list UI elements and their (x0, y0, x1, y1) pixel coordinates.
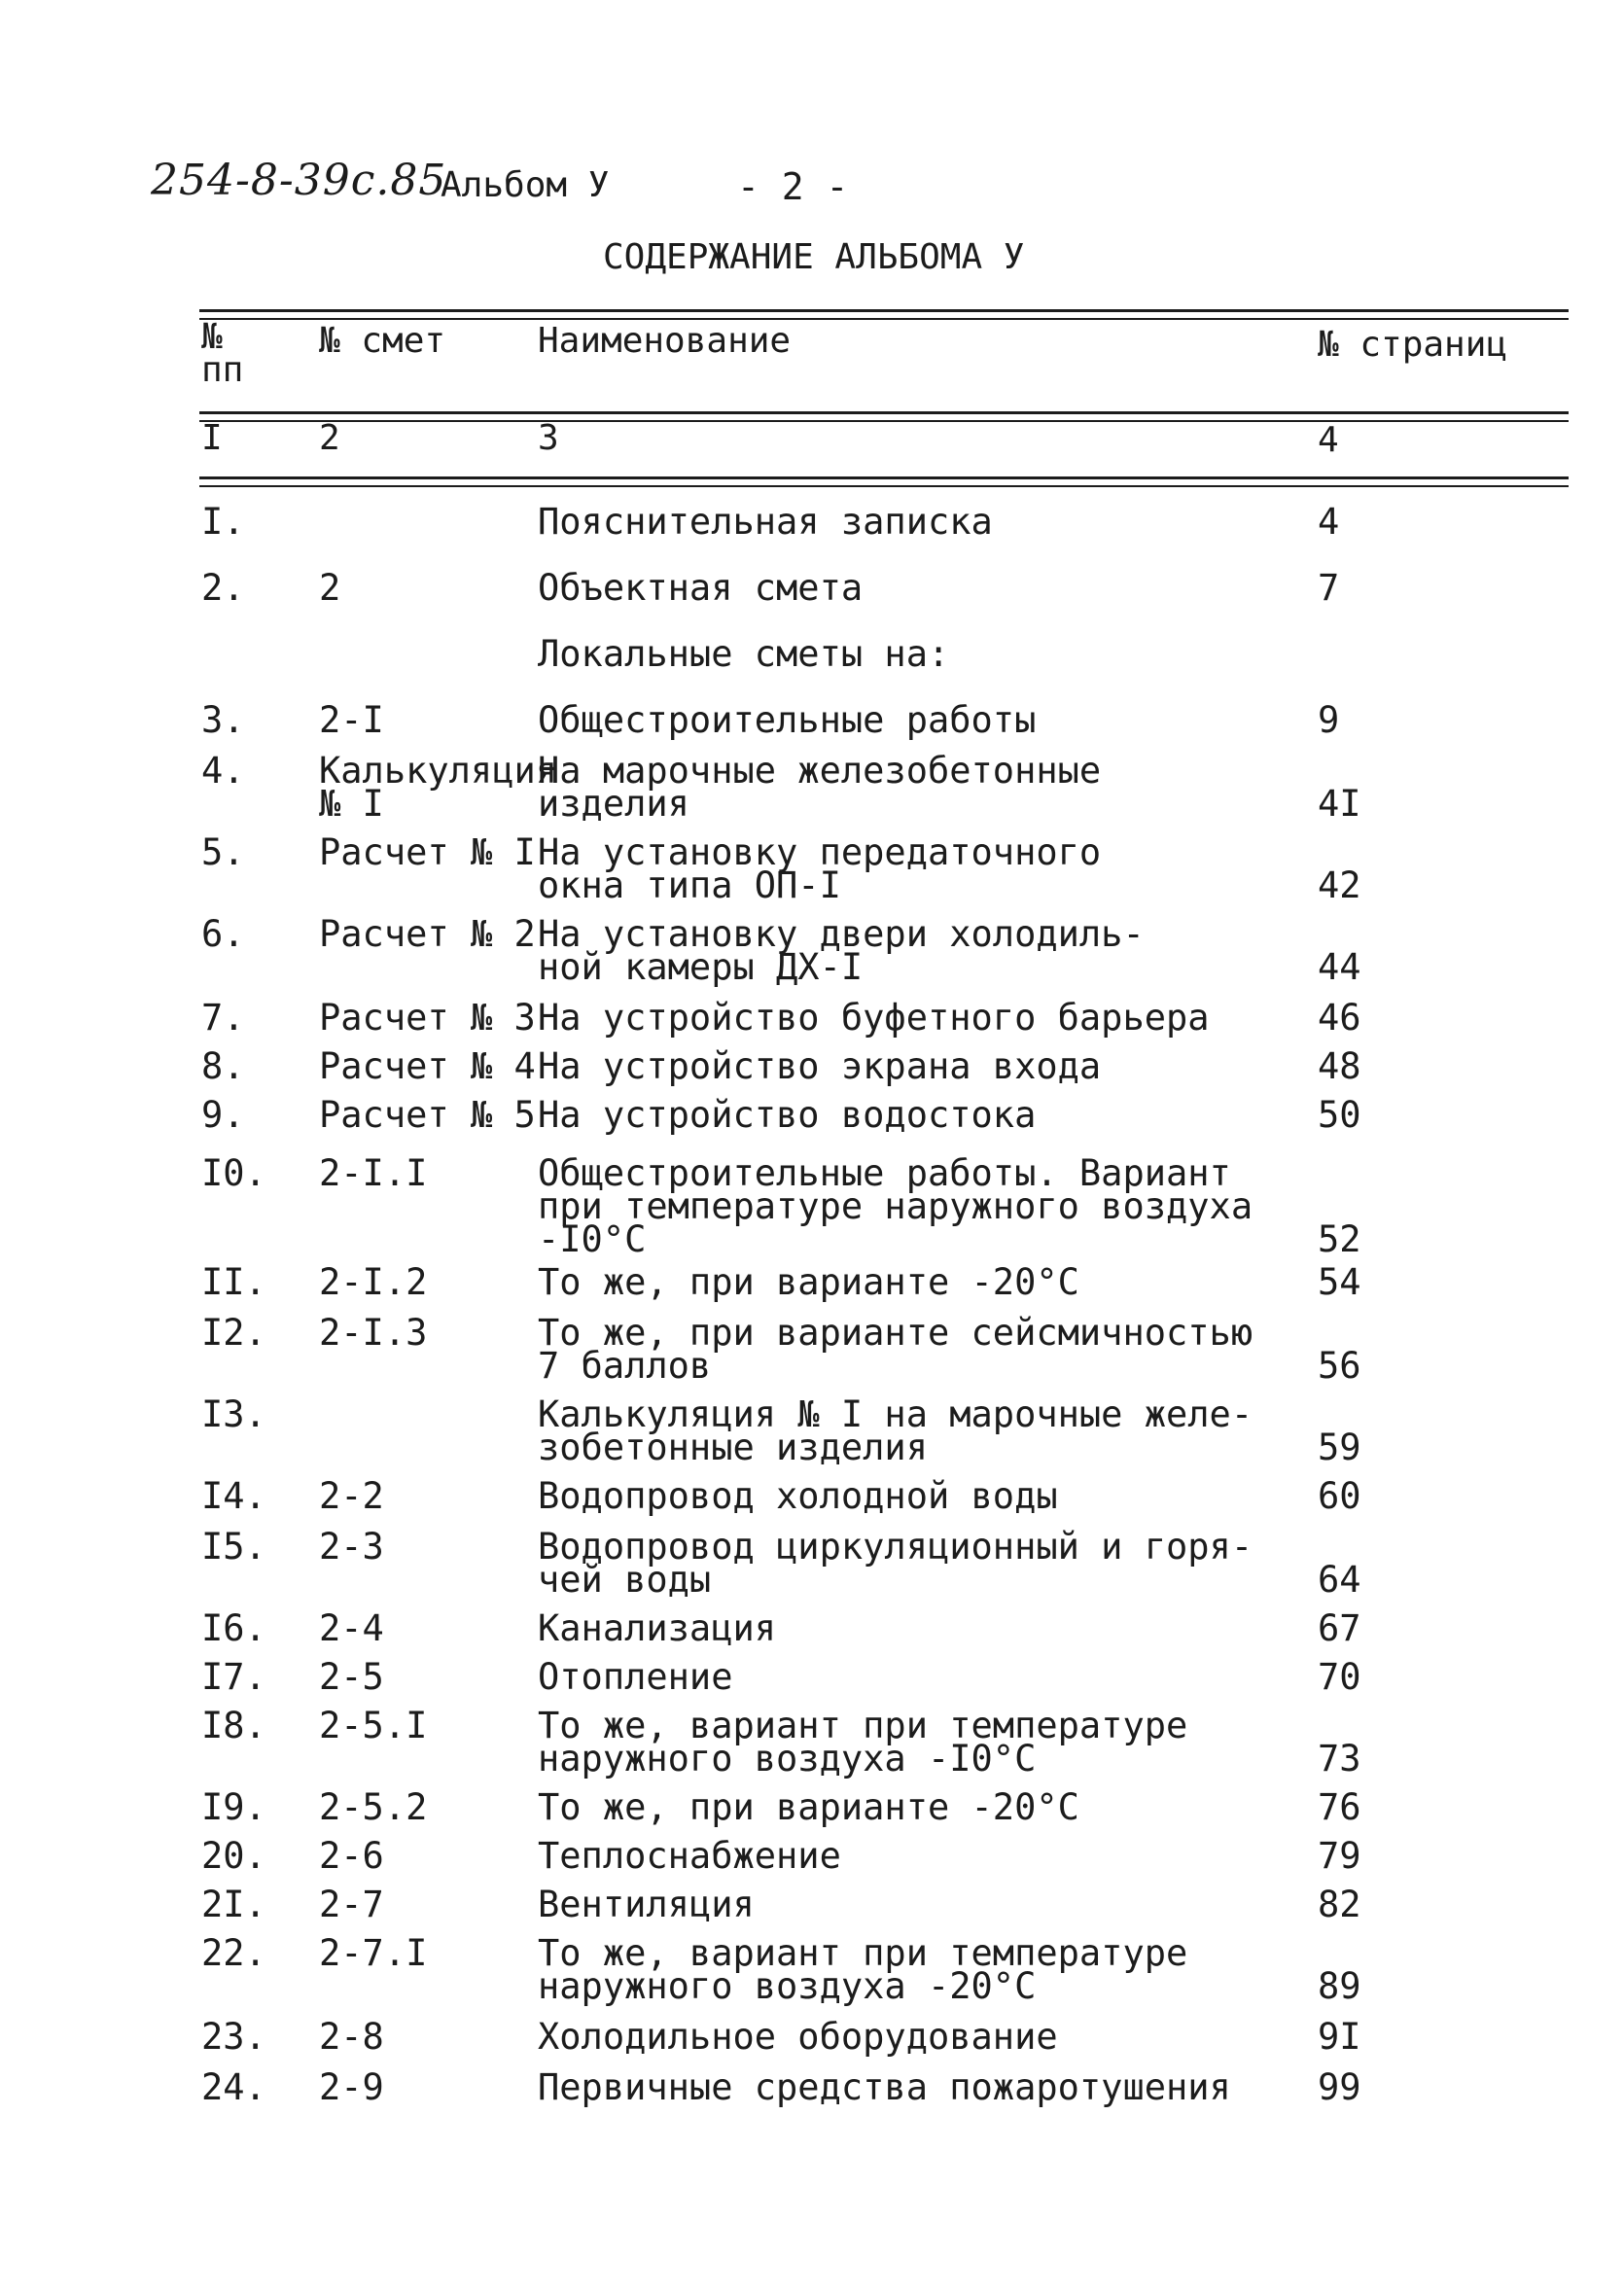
row-estimate: 2-I.3 (319, 1312, 428, 1354)
row-page: 70 (1318, 1656, 1361, 1698)
row-estimate: 2-2 (319, 1475, 384, 1517)
row-number: I9. (201, 1786, 266, 1828)
colnum-bottom-rule (199, 476, 1569, 487)
row-page: 44 (1318, 946, 1361, 988)
row-name: То же, при варианте -20°С (538, 1261, 1079, 1303)
row-page: 89 (1318, 1965, 1361, 2007)
row-name: Объектная смета (538, 567, 864, 609)
row-number: 8. (201, 1045, 245, 1087)
row-name: Водопровод циркуляционный и горя- чей воды (538, 1526, 1253, 1601)
row-page: 67 (1318, 1607, 1361, 1649)
row-number: 6. (201, 913, 245, 955)
album-label: Альбом У (441, 165, 610, 205)
row-page: 79 (1318, 1835, 1361, 1877)
row-estimate: Расчет № 2 (319, 913, 536, 955)
row-name: То же, вариант при температуре наружного воздуха -I0°С (538, 1705, 1188, 1780)
row-number: 4. (201, 750, 245, 792)
row-name: Калькуляция № I на марочные желе- зобетонные изделия (538, 1393, 1253, 1468)
row-number: I0. (201, 1152, 266, 1194)
row-number: 7. (201, 997, 245, 1039)
row-name: Пояснительная записка (538, 501, 993, 543)
row-page: 82 (1318, 1884, 1361, 1925)
row-name: Водопровод холодной воды (538, 1475, 1058, 1517)
row-estimate: 2-5 (319, 1656, 384, 1698)
row-name: То же, вариант при температуре наружного воздуха -20°С (538, 1932, 1188, 2007)
row-page: 64 (1318, 1559, 1361, 1601)
row-number: 22. (201, 1932, 266, 1974)
row-estimate: 2-I.2 (319, 1261, 428, 1303)
row-estimate: 2-5.2 (319, 1786, 428, 1828)
row-page: 76 (1318, 1786, 1361, 1828)
row-page: 59 (1318, 1427, 1361, 1468)
row-number: 9. (201, 1094, 245, 1136)
row-number: I7. (201, 1656, 266, 1698)
header-estimate: № смет (319, 321, 446, 361)
row-estimate: 2-I (319, 699, 384, 741)
row-name: Общестроительные работы (538, 699, 1037, 741)
colnum-4: 4 (1318, 420, 1339, 460)
row-estimate: 2-3 (319, 1526, 384, 1568)
row-estimate: 2-8 (319, 2016, 384, 2058)
row-page: 48 (1318, 1045, 1361, 1087)
row-number: 24. (201, 2066, 266, 2108)
row-estimate: 2-4 (319, 1607, 384, 1649)
header-bottom-rule (199, 411, 1569, 422)
row-page: 4 (1318, 501, 1340, 543)
row-page: 52 (1318, 1218, 1361, 1260)
row-page: 9 (1318, 699, 1340, 741)
row-name: На установку передаточного окна типа ОП-I (538, 831, 1102, 906)
row-estimate: 2-6 (319, 1835, 384, 1877)
row-page: 73 (1318, 1738, 1361, 1780)
row-estimate: 2-7 (319, 1884, 384, 1925)
row-page: 4I (1318, 783, 1361, 825)
row-page: 60 (1318, 1475, 1361, 1517)
row-number: 2I. (201, 1884, 266, 1925)
row-estimate: Расчет № 3 (319, 997, 536, 1039)
row-estimate: 2-9 (319, 2066, 384, 2108)
row-page: 99 (1318, 2066, 1361, 2108)
document-code: 254-8-39с.85 (151, 156, 447, 205)
row-page: 54 (1318, 1261, 1361, 1303)
page-title: СОДЕРЖАНИЕ АЛЬБОМА У (603, 237, 1025, 277)
row-page: 56 (1318, 1345, 1361, 1387)
row-number: 2. (201, 567, 245, 609)
row-name: То же, при варианте сейсмичностью 7 баллов (538, 1312, 1253, 1387)
row-number: I2. (201, 1312, 266, 1354)
row-name: Вентиляция (538, 1884, 755, 1925)
row-estimate: Расчет № 5 (319, 1094, 536, 1136)
row-name: На устройство экрана входа (538, 1045, 1102, 1087)
row-name: Теплоснабжение (538, 1835, 841, 1877)
row-estimate: 2-7.I (319, 1932, 428, 1974)
row-page: 46 (1318, 997, 1361, 1039)
row-number: I6. (201, 1607, 266, 1649)
row-number: I5. (201, 1526, 266, 1568)
row-name: Первичные средства пожаротушения (538, 2066, 1231, 2108)
row-estimate: Расчет № I (319, 831, 536, 873)
row-estimate: Расчет № 4 (319, 1045, 536, 1087)
row-number: I3. (201, 1393, 266, 1435)
row-number: 20. (201, 1835, 266, 1877)
row-name: На установку двери холодиль- ной камеры ДХ-I (538, 913, 1145, 988)
colnum-3: 3 (538, 418, 559, 458)
row-page: 42 (1318, 864, 1361, 906)
table-top-rule (199, 309, 1569, 320)
row-estimate: Калькуляция № I (319, 750, 558, 825)
row-name: Отопление (538, 1656, 733, 1698)
row-number: II. (201, 1261, 266, 1303)
row-name: На марочные железобетонные изделия (538, 750, 1102, 825)
row-name: Холодильное оборудование (538, 2016, 1058, 2058)
header-num: № пп (201, 317, 244, 390)
row-page: 9I (1318, 2016, 1361, 2058)
header-pages: № страниц (1318, 325, 1508, 365)
row-name: Общестроительные работы. Вариант при температуре наружного воздуха -I0°С (538, 1152, 1253, 1260)
row-estimate: 2 (319, 567, 341, 609)
page-number: - 2 - (737, 165, 849, 208)
row-page: 50 (1318, 1094, 1361, 1136)
row-number: 23. (201, 2016, 266, 2058)
row-name: На устройство водостока (538, 1094, 1037, 1136)
row-name: Локальные сметы на: (538, 633, 950, 675)
row-estimate: 2-I.I (319, 1152, 428, 1194)
row-number: I4. (201, 1475, 266, 1517)
row-page: 7 (1318, 567, 1340, 609)
row-number: I. (201, 501, 245, 543)
row-number: 5. (201, 831, 245, 873)
row-estimate: 2-5.I (319, 1705, 428, 1746)
row-name: На устройство буфетного барьера (538, 997, 1210, 1039)
row-name: Канализация (538, 1607, 777, 1649)
row-name: То же, при варианте -20°С (538, 1786, 1079, 1828)
colnum-2: 2 (319, 418, 340, 458)
colnum-1: I (201, 418, 223, 458)
row-number: 3. (201, 699, 245, 741)
row-number: I8. (201, 1705, 266, 1746)
header-name: Наименование (538, 321, 792, 361)
